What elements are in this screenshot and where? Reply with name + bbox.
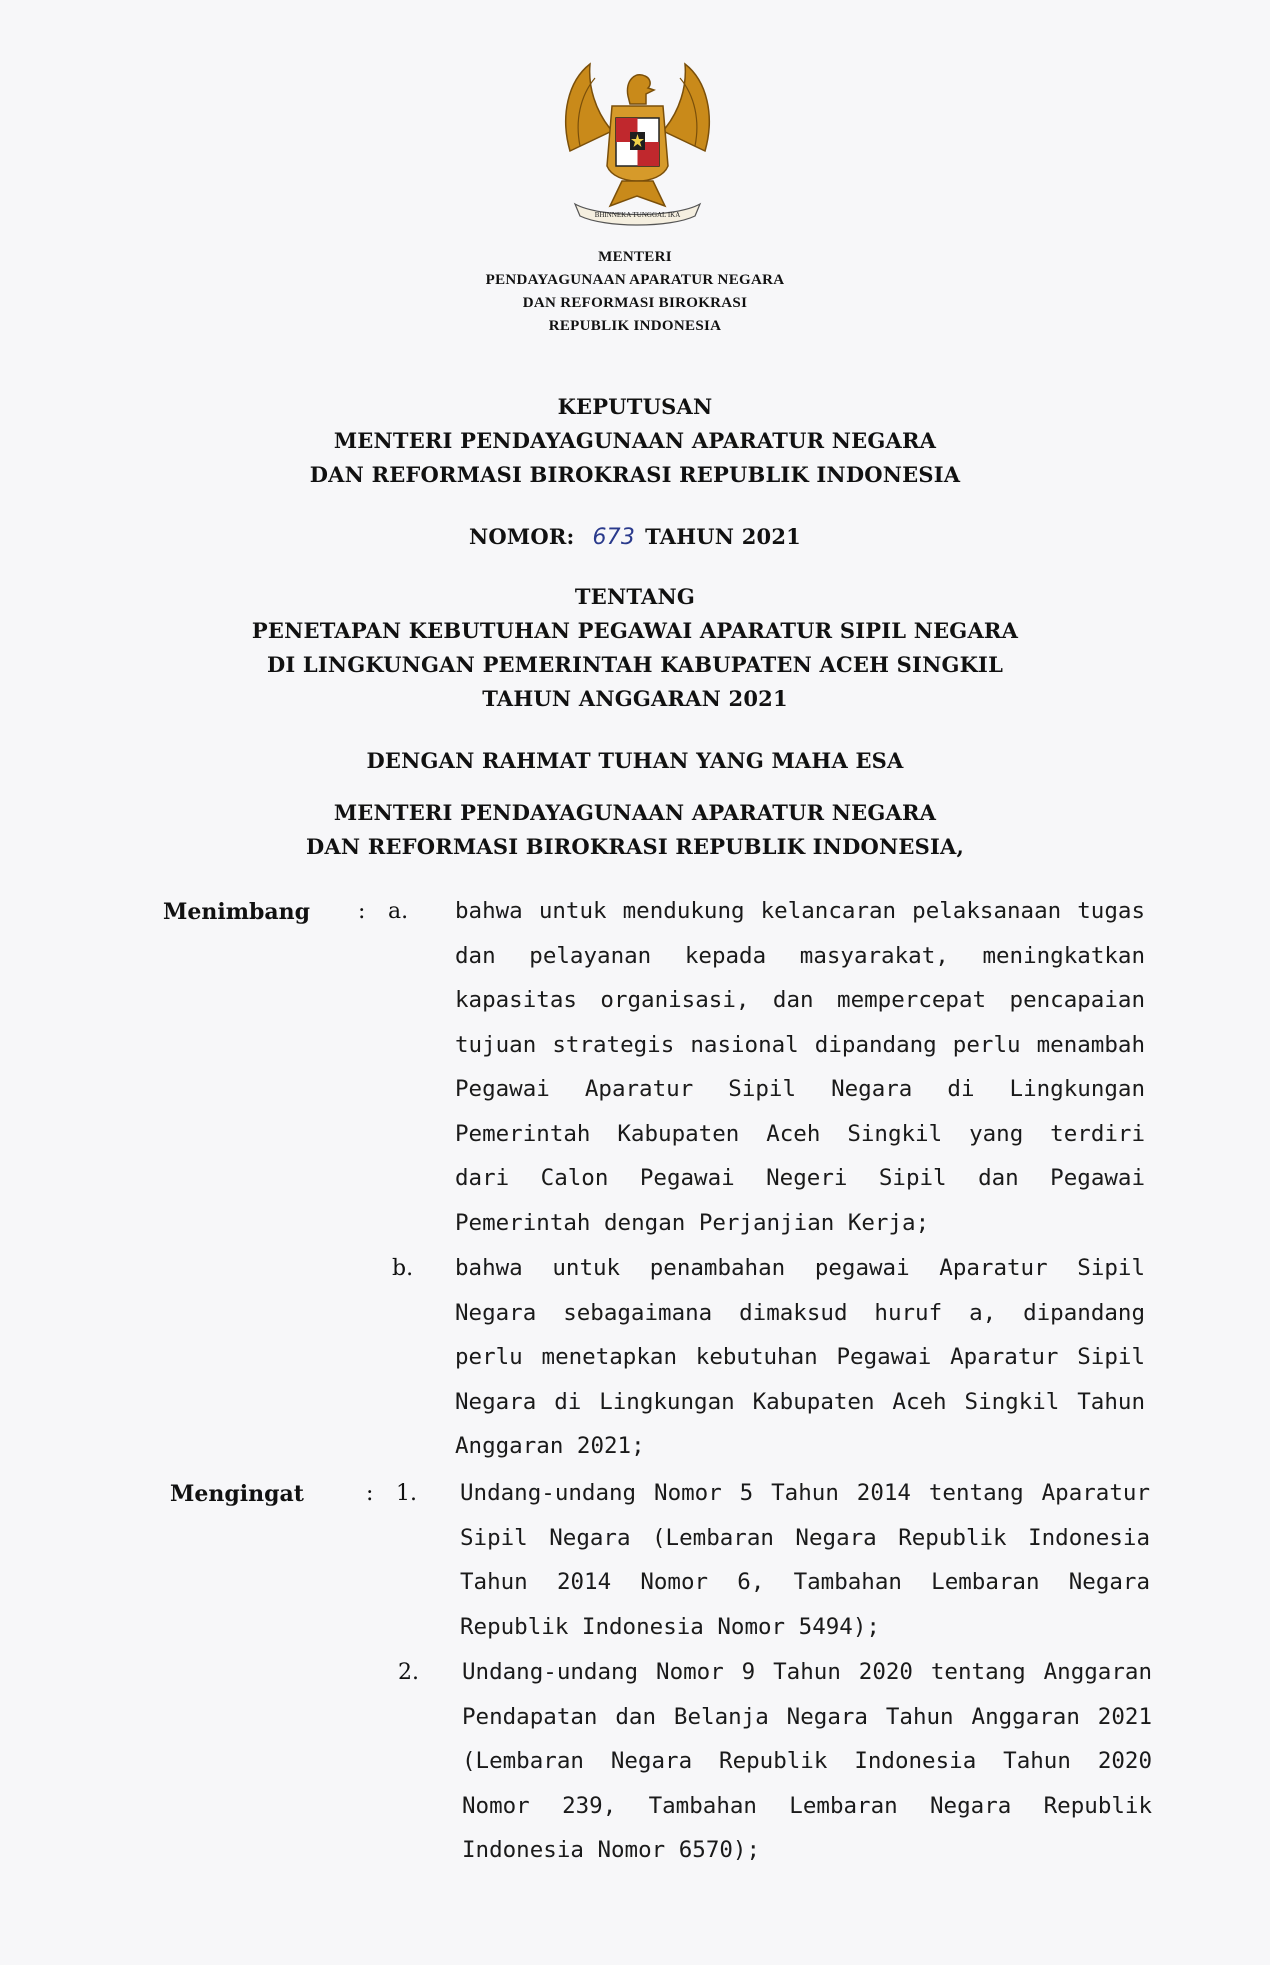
handwritten-number: 673: [592, 525, 636, 550]
emblem-motto: BHINNEKA TUNGGAL IKA: [594, 211, 681, 219]
tentang-line: TAHUN ANGGARAN 2021: [482, 686, 788, 711]
decision-title: [0, 390, 1270, 492]
title-line: MENTERI PENDAYAGUNAAN APARATUR NEGARA: [333, 428, 937, 453]
mengingat-marker-1: 1.: [396, 1481, 417, 1506]
letterhead-line: MENTERI: [598, 249, 672, 265]
tentang-heading: TENTANG: [574, 584, 696, 609]
tentang-block: [0, 580, 1270, 716]
decision-number: [0, 520, 1270, 555]
menimbang-marker-b: b.: [392, 1256, 414, 1281]
garuda-emblem: [550, 56, 725, 241]
letterhead-line: PENDAYAGUNAAN APARATUR NEGARA: [485, 272, 785, 288]
title-line: DAN REFORMASI BIROKRASI REPUBLIK INDONESIA: [309, 462, 961, 487]
tentang-line: DI LINGKUNGAN PEMERINTAH KABUPATEN ACEH SINGKIL: [266, 652, 1004, 677]
menimbang-colon: :: [358, 899, 366, 924]
minister-line: MENTERI PENDAYAGUNAAN APARATUR NEGARA: [333, 800, 937, 825]
nomor-suffix: TAHUN 2021: [645, 524, 801, 549]
menimbang-item-b: bahwa untuk penambahan pegawai Aparatur Sipil Negara sebagaimana dimaksud huruf a, dipandang perlu menetapkan kebutuhan Pegawai Aparatur Sipil Negara di Lingkungan Kabupaten Aceh Singkil Tahun Anggaran 2021;: [455, 1255, 1145, 1459]
mengingat-item-1: Undang-undang Nomor 5 Tahun 2014 tentang Aparatur Sipil Negara (Lembaran Negara Republik Indonesia Tahun 2014 Nomor 6, Tambahan Lembaran Negara Republik Indonesia Nomor 5494);: [460, 1480, 1150, 1640]
mengingat-marker-2: 2.: [398, 1660, 419, 1685]
title-line: KEPUTUSAN: [557, 394, 713, 419]
menimbang-marker-a: a.: [388, 899, 409, 924]
mengingat-item-2: Undang-undang Nomor 9 Tahun 2020 tentang Anggaran Pendapatan dan Belanja Negara Tahun Anggaran 2021 (Lembaran Negara Republik Indonesia Tahun 2020 Nomor 239, Tambahan Lembaran Negara Republik Indonesia Nomor 6570);: [462, 1659, 1152, 1863]
menimbang-item-a: bahwa untuk mendukung kelancaran pelaksanaan tugas dan pelayanan kepada masyarakat, meningkatkan kapasitas organisasi, dan mempercepat pencapaian tujuan strategis nasional dipandang perlu menambah Pegawai Aparatur Sipil Negara di Lingkungan Pemerintah Kabupaten Aceh Singkil yang terdiri dari Calon Pegawai Negeri Sipil dan Pegawai Pemerintah dengan Perjanjian Kerja;: [455, 898, 1145, 1236]
tentang-line: PENETAPAN KEBUTUHAN PEGAWAI APARATUR SIPIL NEGARA: [251, 618, 1019, 643]
mengingat-colon: :: [366, 1481, 374, 1506]
menimbang-label: Menimbang: [163, 899, 310, 925]
letterhead-line: DAN REFORMASI BIROKRASI: [522, 295, 748, 311]
letterhead-line: REPUBLIK INDONESIA: [548, 318, 722, 334]
letterhead: [0, 246, 1270, 338]
minister-block: [0, 796, 1270, 864]
nomor-prefix: NOMOR:: [469, 524, 575, 549]
rahmat-line: DENGAN RAHMAT TUHAN YANG MAHA ESA: [366, 748, 904, 773]
minister-line: DAN REFORMASI BIROKRASI REPUBLIK INDONESIA,: [306, 834, 964, 859]
mengingat-label: Mengingat: [170, 1481, 304, 1507]
